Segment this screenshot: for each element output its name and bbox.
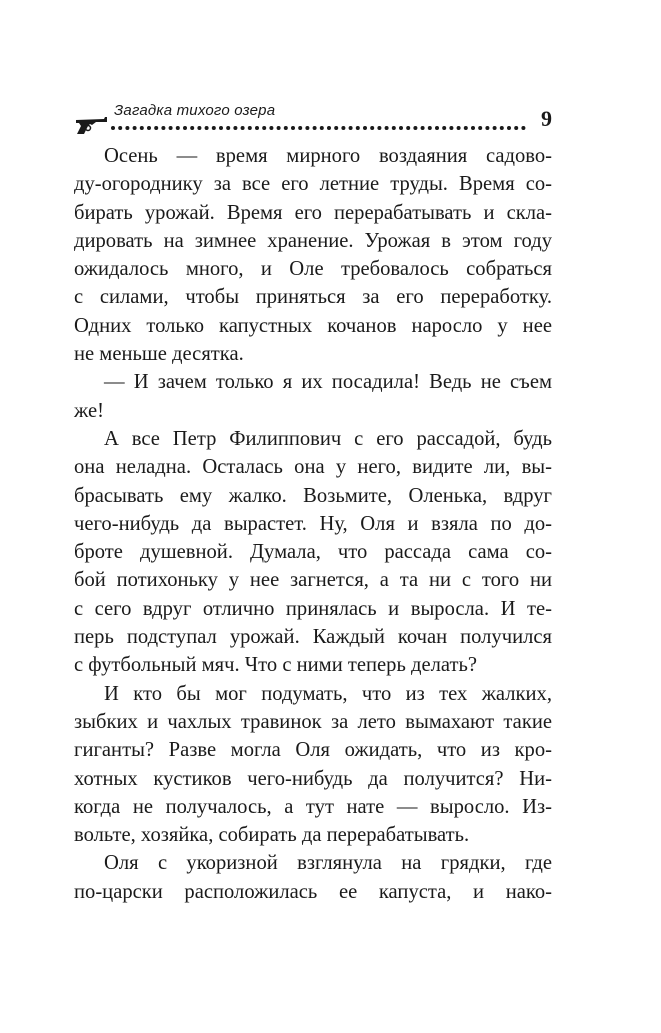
text-line: вольте, хозяйка, собирать да перерабатывать.: [74, 824, 470, 847]
text-line: с силами, чтобы приняться за его переработку.: [74, 286, 552, 309]
text-line: бирать урожай. Время его перерабатывать и скла-: [74, 201, 552, 224]
page-number: 9: [541, 106, 552, 131]
text-line: с сего вдруг отлично принялась и выросла. И те-: [74, 597, 552, 620]
paragraph: [74, 680, 552, 850]
revolver-icon: [74, 114, 110, 136]
running-header: [74, 100, 552, 140]
text-line: не меньше десятка.: [74, 343, 244, 366]
text-line: брасывать ему жалко. Возьмите, Оленька, вдруг: [74, 484, 552, 507]
text-line: А все Петр Филиппович с его рассадой, будь: [104, 427, 552, 450]
text-line: Одних только капустных кочанов наросло у нее: [74, 314, 552, 337]
dotted-leader: [110, 125, 530, 131]
text-line: хотных кустиков чего-нибудь да получится? Ни-: [74, 767, 552, 790]
text-line: зыбких и чахлых травинок за лето вымахают такие: [74, 710, 552, 733]
paragraph: [74, 425, 552, 680]
body-text: [74, 142, 552, 906]
text-line: гиганты? Разве могла Оля ожидать, что из кро-: [74, 739, 552, 762]
text-line: ду-огороднику за все его летние труды. Время со-: [74, 173, 552, 196]
text-line: И кто бы мог подумать, что из тех жалких,: [104, 682, 552, 705]
paragraph: [74, 368, 552, 425]
text-line: ожидалось много, и Оле требовалось собраться: [74, 258, 552, 281]
text-line: перь подступал урожай. Каждый кочан получился: [74, 626, 552, 649]
book-title: Загадка тихого озера: [114, 102, 276, 119]
text-line: по-царски расположилась ее капуста, и нако-: [74, 880, 552, 903]
text-line: броте душевной. Думала, что рассада сама со-: [74, 541, 552, 564]
paragraph: [74, 849, 552, 906]
text-line: дировать на зимнее хранение. Урожая в этом году: [74, 229, 552, 252]
paragraph: [74, 142, 552, 368]
text-line: Оля с укоризной взглянула на грядки, где: [104, 852, 552, 875]
text-line: с футбольный мяч. Что с ними теперь делать?: [74, 654, 478, 677]
text-line: бой потихоньку у нее загнется, а та ни с того ни: [74, 569, 552, 592]
text-line: чего-нибудь да вырастет. Ну, Оля и взяла по до-: [74, 512, 552, 535]
text-line: же!: [74, 399, 104, 422]
text-line: Осень — время мирного воздаяния садово-: [104, 145, 552, 167]
text-line: она неладна. Осталась она у него, видите ли, вы-: [74, 456, 552, 479]
text-line: — И зачем только я их посадила! Ведь не съем: [104, 371, 552, 394]
text-line: когда не получалось, а тут нате — выросло. Из-: [74, 795, 552, 818]
